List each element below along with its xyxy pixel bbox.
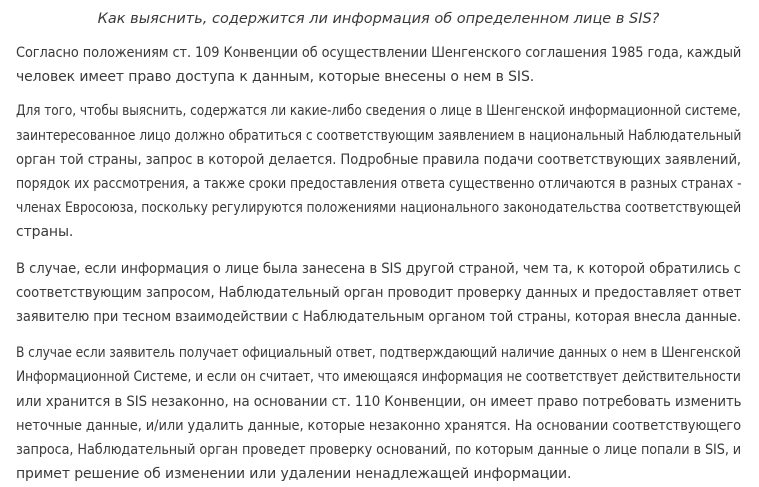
paragraph-line: В случае если заявитель получает официальный ответ, подтверждающий наличие данных о нем в Шенгенской [16,345,741,362]
paragraph-line: неточные данные, и/или удалить данные, которые незаконно хранятся. На основании соответствующего [16,417,742,434]
paragraph-line: Информационной Системе, и если он считает, что имеющаяся информация не соответствует действительности [16,369,741,386]
paragraph-line: примет решение об изменении или удалении ненадлежащей информации. [16,466,572,483]
article-title: Как выяснить, содержится ли информация об определенном лице в SIS? [97,11,660,27]
paragraph-line: Согласно положениям ст. 109 Конвенции об осуществлении Шенгенского соглашения 1985 года, каждый [16,45,742,61]
paragraph-line: членах Евросоюза, поскольку регулируются положениями национального законодательства соответствующей [16,200,742,217]
paragraph-line: страны. [16,224,74,241]
paragraph-line: заявителю при тесном взаимодействии с Наблюдательным органом той страны, которая внесла данные. [16,309,742,326]
paragraph-line: Для того, чтобы выяснить, содержатся ли какие-либо сведения о лице в Шенгенской информационной системе, [16,103,741,120]
paragraph-other-country [16,257,741,330]
paragraph-line: соответствующим запросом, Наблюдательный орган проводит проверку данных и предоставляет ответ [16,284,742,301]
paragraph-line: порядок их рассмотрения, а также сроки предоставления ответа существенно отличаются в разных странах - [16,176,742,193]
paragraph-correction-deletion [16,341,741,486]
paragraph-line: человек имеет право доступа к данным, которые внесены о нем в SIS. [16,69,535,86]
paragraph-line: запроса, Наблюдательный орган проведет проверку оснований, по которым данные о лице попали в SIS, и [16,442,742,459]
paragraph-how-to-request [16,99,741,244]
paragraph-line: заинтересованное лицо должно обратиться с соответствующим заявлением в национальный Наблюдательный [16,127,742,144]
paragraph-line: В случае, если информация о лице была занесена в SIS другой страной, чем та, к которой обратились с [16,260,741,277]
paragraph-right-of-access [16,41,741,89]
paragraph-line: орган той страны, запрос в которой делается. Подробные правила подачи соответствующих заявлений, [16,151,742,168]
paragraph-line: или хранится в SIS незаконно, на основании ст. 110 Конвенции, он имеет право потребовать изменить [16,393,742,410]
